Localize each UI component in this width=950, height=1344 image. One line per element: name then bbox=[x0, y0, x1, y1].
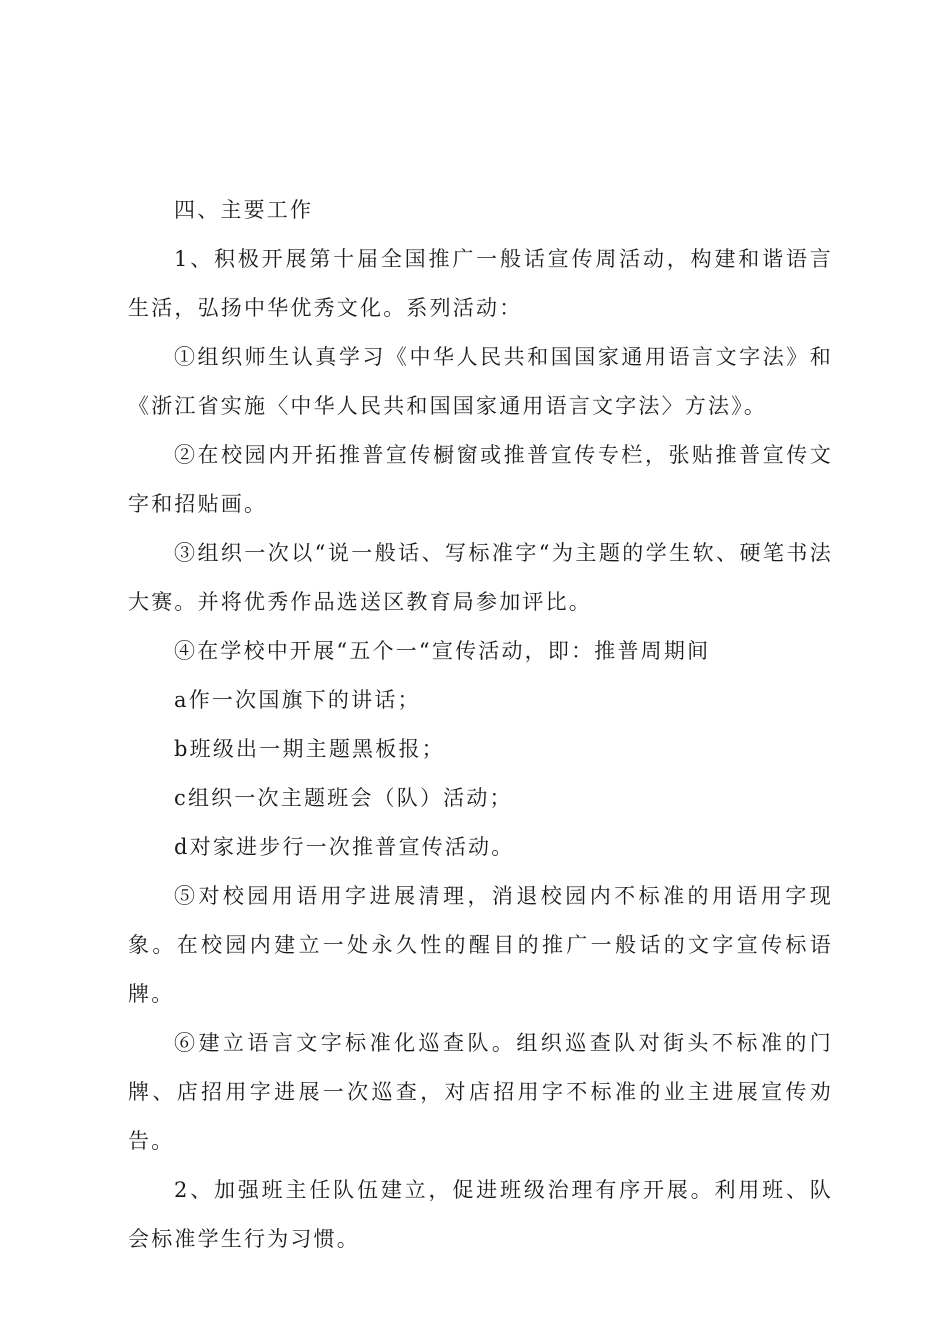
activity-item-3: ③组织一次以“说一般话、写标准字“为主题的学生软、硬笔书法大赛。并将优秀作品选送区教育局参加评比。 bbox=[128, 541, 833, 614]
paragraph-2: 2、加强班主任队伍建立，促进班级治理有序开展。利用班、队会标准学生行为习惯。 bbox=[128, 1178, 833, 1251]
sub-item-c: c组织一次主题班会（队）活动； bbox=[174, 786, 513, 810]
activity-item-4: ④在学校中开展“五个一“宣传活动，即：推普周期间 bbox=[174, 639, 711, 663]
sub-item-d: d对家进步行一次推普宣传活动。 bbox=[174, 835, 515, 859]
activity-item-6: ⑥建立语言文字标准化巡查队。组织巡查队对街头不标准的门牌、店招用字进展一次巡查，对店招用字不标准的业主进展宣传劝告。 bbox=[128, 1031, 833, 1153]
document-body bbox=[128, 186, 833, 1264]
activity-item-2: ②在校园内开拓推普宣传橱窗或推普宣传专栏，张贴推普宣传文字和招贴画。 bbox=[128, 443, 833, 516]
activity-item-1: ①组织师生认真学习《中华人民共和国国家通用语言文字法》和《浙江省实施〈中华人民共和国国家通用语言文字法〉方法》。 bbox=[128, 345, 833, 418]
sub-item-a: a作一次国旗下的讲话； bbox=[174, 688, 421, 712]
activity-item-5: ⑤对校园用语用字进展清理，消退校园内不标准的用语用字现象。在校园内建立一处永久性的醒目的推广一般话的文字宣传标语牌。 bbox=[128, 884, 833, 1006]
section-heading: 四、主要工作 bbox=[174, 198, 314, 222]
paragraph-1: 1、积极开展第十届全国推广一般话宣传周活动，构建和谐语言生活，弘扬中华优秀文化。系列活动： bbox=[128, 247, 833, 320]
sub-item-b: b班级出一期主题黑板报； bbox=[174, 737, 445, 761]
